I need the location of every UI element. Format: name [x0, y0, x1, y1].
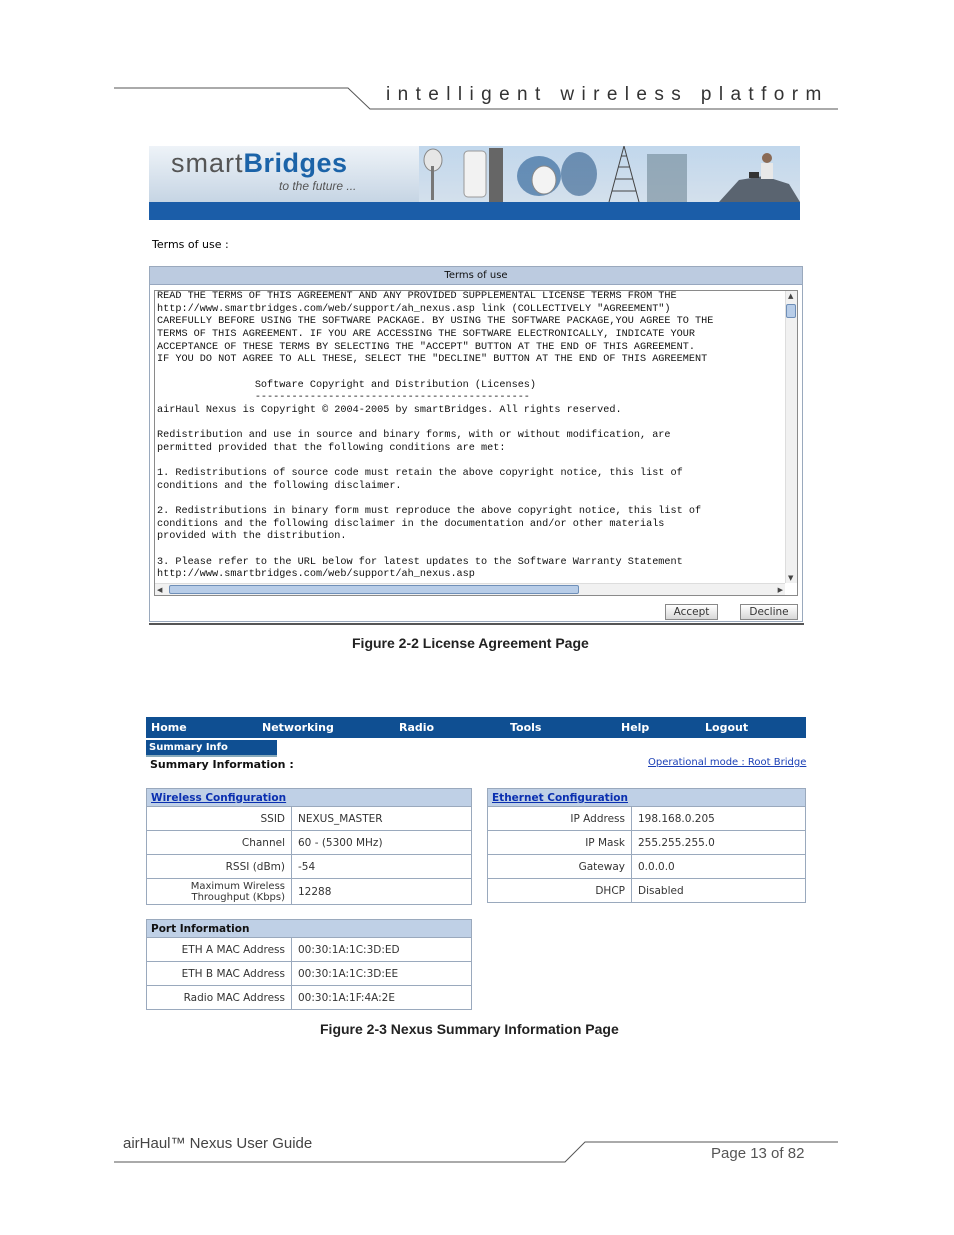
ethernet-config-link[interactable]: Ethernet Configuration: [492, 791, 628, 804]
table-row: [488, 879, 806, 903]
brand-slogan: to the future ...: [279, 179, 357, 193]
row-value: -54: [292, 855, 472, 879]
decline-button[interactable]: Decline: [740, 604, 798, 620]
figure-2-3-caption: Figure 2-3 Nexus Summary Information Page: [320, 1021, 619, 1037]
terms-line: provided with the distribution.: [157, 531, 347, 543]
row-label: Channel: [147, 831, 292, 855]
summary-title: Summary Information :: [150, 758, 294, 771]
main-nav-bar: [146, 717, 806, 738]
row-label: ETH B MAC Address: [147, 962, 292, 986]
nav-logout[interactable]: Logout: [705, 721, 749, 734]
guide-title: airHaul™ Nexus User Guide: [123, 1135, 313, 1152]
table-row: [147, 855, 472, 879]
nav-home[interactable]: Home: [151, 721, 187, 734]
terms-line: CAREFULLY BEFORE USING THE SOFTWARE PACKAGE. BY USING THE SOFTWARE PACKAGE,YOU AGREE TO THE: [157, 316, 714, 328]
port-info-table: [146, 919, 472, 1010]
brand-logo: smartBridges: [171, 148, 348, 178]
row-value: 00:30:1A:1F:4A:2E: [292, 986, 472, 1010]
row-value: 60 - (5300 MHz): [292, 831, 472, 855]
terms-line: Redistribution and use in source and binary forms, with or without modification, are: [157, 430, 671, 442]
row-value: 0.0.0.0: [632, 855, 806, 879]
table-row: [147, 831, 472, 855]
terms-line: TERMS OF THIS AGREEMENT. IF YOU ARE ACCESSING THE SOFTWARE ELECTRONICALLY, INDICATE YOUR: [157, 328, 695, 340]
wireless-config-table: [146, 788, 472, 905]
terms-line: [157, 456, 784, 469]
terms-textarea[interactable]: [154, 290, 798, 596]
row-value: 00:30:1A:1C:3D:ED: [292, 938, 472, 962]
terms-line: 2. Redistributions in binary form must reproduce the above copyright notice, this list of: [157, 506, 702, 518]
figure-bottom-rule: [149, 623, 804, 625]
accept-button[interactable]: Accept: [665, 604, 718, 620]
row-label: Maximum Wireless Throughput (Kbps): [147, 879, 292, 905]
scroll-up-icon[interactable]: ▲: [788, 292, 794, 300]
smartbridges-banner: [149, 146, 800, 220]
nav-networking[interactable]: Networking: [262, 721, 334, 734]
operational-mode-link[interactable]: Operational mode : Root Bridge: [648, 757, 807, 768]
row-value: NEXUS_MASTER: [292, 807, 472, 831]
terms-panel-title: Terms of use: [150, 267, 802, 285]
tab-summary-info[interactable]: Summary Info: [146, 740, 277, 757]
page-number: Page 13 of 82: [711, 1145, 805, 1162]
table-row: [147, 938, 472, 962]
table-row: [147, 879, 472, 905]
terms-panel: [149, 266, 803, 622]
row-label: IP Address: [488, 807, 632, 831]
wireless-config-header: [147, 789, 472, 807]
row-label: Radio MAC Address: [147, 986, 292, 1010]
terms-horizontal-scrollbar[interactable]: [155, 583, 785, 595]
terms-line: conditions and the following disclaimer in the documentation and/or other materials: [157, 518, 665, 530]
vertical-scroll-thumb[interactable]: [786, 304, 796, 318]
terms-line: [157, 418, 784, 431]
terms-line: http://www.smartbridges.com/web/support/ah_nexus.asp link (COLLECTIVELY "AGREEMENT"): [157, 303, 671, 315]
terms-line: ---------------------------------------------: [157, 392, 530, 404]
row-label: DHCP: [488, 879, 632, 903]
port-info-header: Port Information: [147, 920, 472, 938]
row-value: 255.255.255.0: [632, 831, 806, 855]
ethernet-config-table: [487, 788, 806, 903]
figure-2-2-caption: Figure 2-2 License Agreement Page: [352, 635, 589, 651]
terms-line: [157, 544, 784, 557]
terms-line: READ THE TERMS OF THIS AGREEMENT AND ANY PROVIDED SUPPLEMENTAL LICENSE TERMS FROM THE: [157, 291, 677, 302]
terms-line: airHaul Nexus is Copyright © 2004-2005 by smartBridges. All rights reserved.: [157, 404, 622, 416]
banner-photo-collage: [419, 146, 800, 202]
scroll-left-icon[interactable]: ◀: [157, 586, 163, 594]
terms-vertical-scrollbar[interactable]: [785, 291, 797, 583]
table-row: [488, 855, 806, 879]
table-row: [147, 807, 472, 831]
horizontal-scroll-thumb[interactable]: [169, 585, 579, 594]
banner-blue-strip: [149, 202, 800, 220]
terms-of-use-label: Terms of use :: [152, 238, 229, 251]
terms-line: 3. Please refer to the URL below for latest updates to the Software Warranty Statement: [157, 556, 683, 568]
terms-line: 1. Redistributions of source code must retain the above copyright notice, this list of: [157, 468, 683, 480]
row-value: 198.168.0.205: [632, 807, 806, 831]
terms-line: conditions and the following disclaimer.: [157, 480, 402, 492]
scroll-right-icon[interactable]: ▶: [777, 586, 783, 594]
ethernet-config-header: [488, 789, 806, 807]
row-value: Disabled: [632, 879, 806, 903]
terms-text: [157, 291, 784, 583]
row-label: SSID: [147, 807, 292, 831]
terms-line: IF YOU DO NOT AGREE TO ALL THESE, SELECT THE "DECLINE" BUTTON AT THE END OF THIS AGREEMENT: [157, 354, 708, 366]
table-row: [488, 831, 806, 855]
table-row: [147, 986, 472, 1010]
row-label: ETH A MAC Address: [147, 938, 292, 962]
terms-line: ACCEPTANCE OF THESE TERMS BY SELECTING THE "ACCEPT" BUTTON AT THE END OF THIS AGREEMENT.: [157, 341, 695, 353]
wireless-config-link[interactable]: Wireless Configuration: [151, 791, 287, 804]
row-label: RSSI (dBm): [147, 855, 292, 879]
header-tagline: intelligent wireless platform: [386, 84, 829, 105]
scroll-down-icon[interactable]: ▼: [788, 574, 794, 582]
row-label: Gateway: [488, 855, 632, 879]
row-value: 12288: [292, 879, 472, 905]
nav-radio[interactable]: Radio: [399, 721, 435, 734]
terms-line: http://www.smartbridges.com/web/support/ah_nexus.asp: [157, 569, 475, 581]
terms-line: permitted provided that the following conditions are met:: [157, 442, 506, 454]
terms-line: [157, 494, 784, 507]
nav-tools[interactable]: Tools: [510, 721, 542, 734]
terms-line: Software Copyright and Distribution (Licenses): [157, 379, 537, 391]
row-label: IP Mask: [488, 831, 632, 855]
table-row: [147, 962, 472, 986]
nav-help[interactable]: Help: [621, 721, 650, 734]
row-value: 00:30:1A:1C:3D:EE: [292, 962, 472, 986]
terms-line: [157, 367, 784, 380]
table-row: [488, 807, 806, 831]
